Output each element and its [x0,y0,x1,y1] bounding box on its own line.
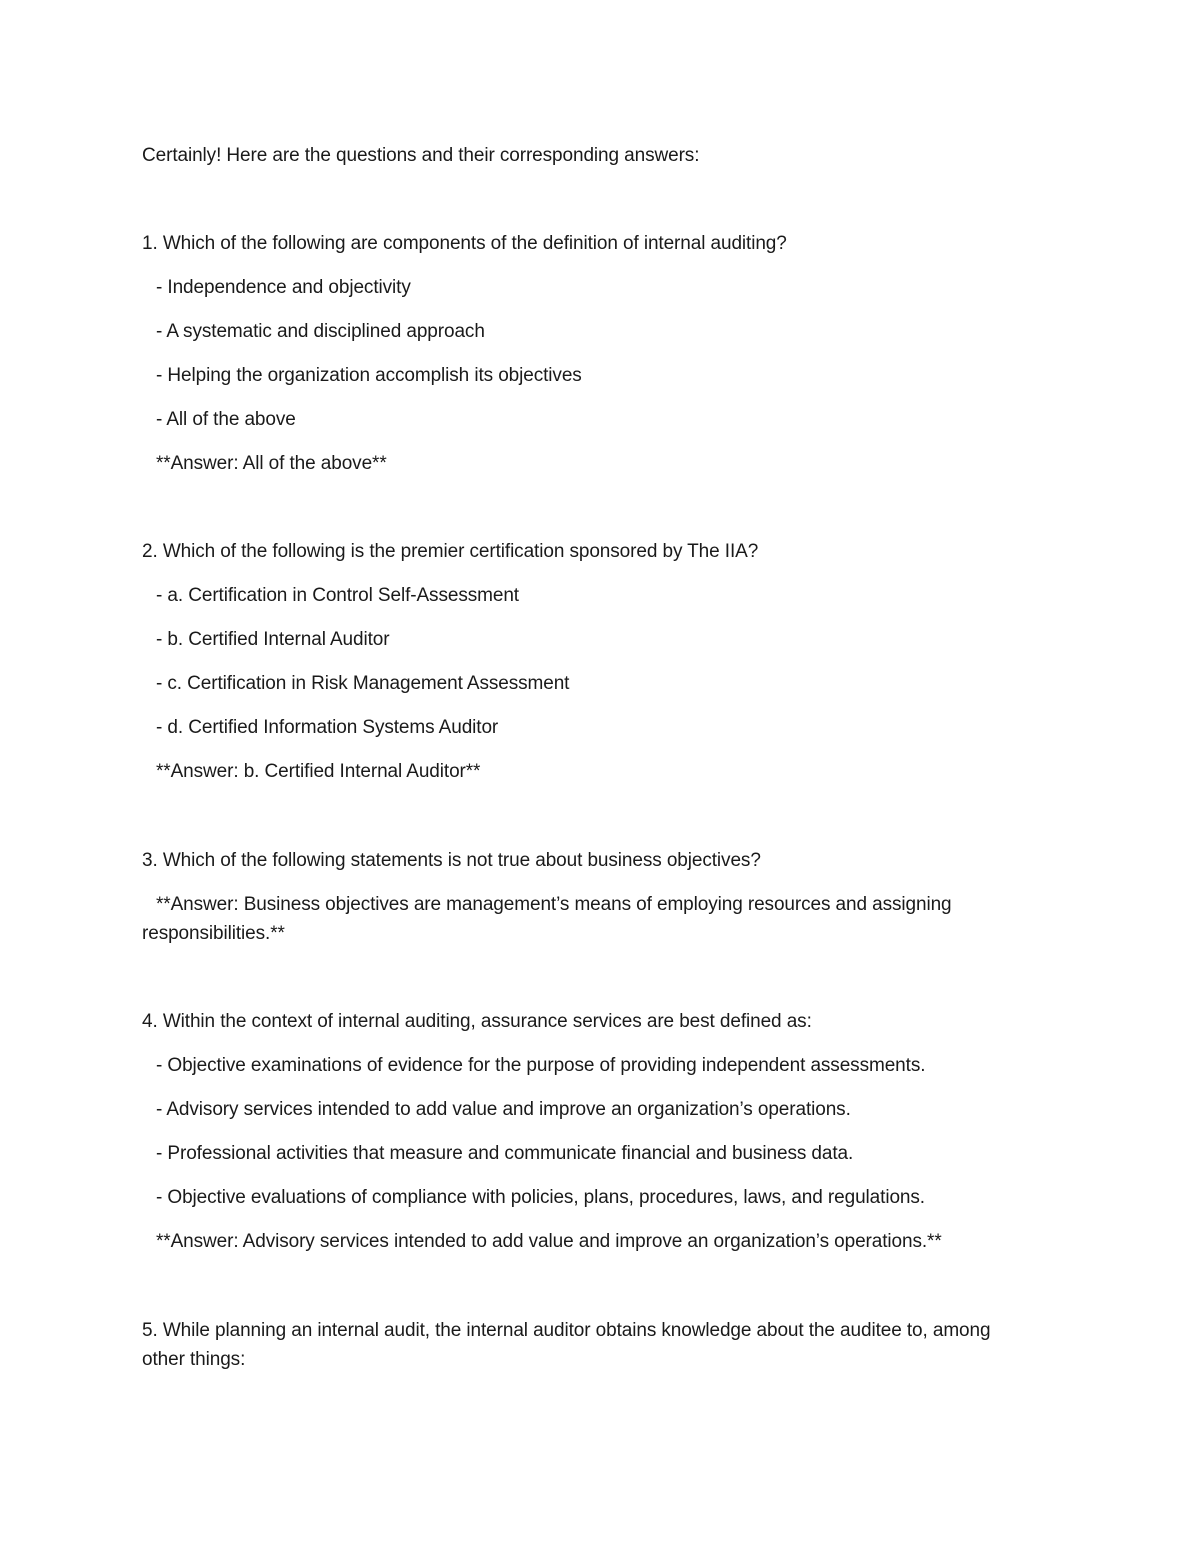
question-5: 5. While planning an internal audit, the internal auditor obtains knowledge about the auditee to, among [142,1320,991,1341]
question-1-option: - Independence and objectivity [156,277,411,298]
question-3: 3. Which of the following statements is not true about business objectives? [142,850,761,871]
intro-text: Certainly! Here are the questions and their corresponding answers: [142,145,700,166]
question-1-answer: **Answer: All of the above** [156,453,387,474]
question-2-option: - c. Certification in Risk Management Assessment [156,673,570,694]
question-4-option: - Professional activities that measure and communicate financial and business data. [156,1143,854,1164]
question-4-answer: **Answer: Advisory services intended to add value and improve an organization’s operations.** [156,1231,942,1252]
question-2-answer: **Answer: b. Certified Internal Auditor** [156,761,481,782]
question-2-option: - b. Certified Internal Auditor [156,629,390,650]
question-1: 1. Which of the following are components of the definition of internal auditing? [142,233,787,254]
question-3-answer-continued: responsibilities.** [142,923,285,944]
question-1-option: - A systematic and disciplined approach [156,321,485,342]
question-2: 2. Which of the following is the premier certification sponsored by The IIA? [142,541,759,562]
question-3-answer: **Answer: Business objectives are management’s means of employing resources and assigning [156,894,952,915]
question-2-option: - a. Certification in Control Self-Assessment [156,585,519,606]
question-4: 4. Within the context of internal auditing, assurance services are best defined as: [142,1011,812,1032]
question-2-option: - d. Certified Information Systems Auditor [156,717,499,738]
question-5-continued: other things: [142,1349,246,1370]
question-4-option: - Objective evaluations of compliance with policies, plans, procedures, laws, and regulations. [156,1187,925,1208]
question-4-option: - Objective examinations of evidence for the purpose of providing independent assessments. [156,1055,926,1076]
question-4-option: - Advisory services intended to add value and improve an organization’s operations. [156,1099,851,1120]
question-1-option: - All of the above [156,409,296,430]
question-1-option: - Helping the organization accomplish its objectives [156,365,582,386]
